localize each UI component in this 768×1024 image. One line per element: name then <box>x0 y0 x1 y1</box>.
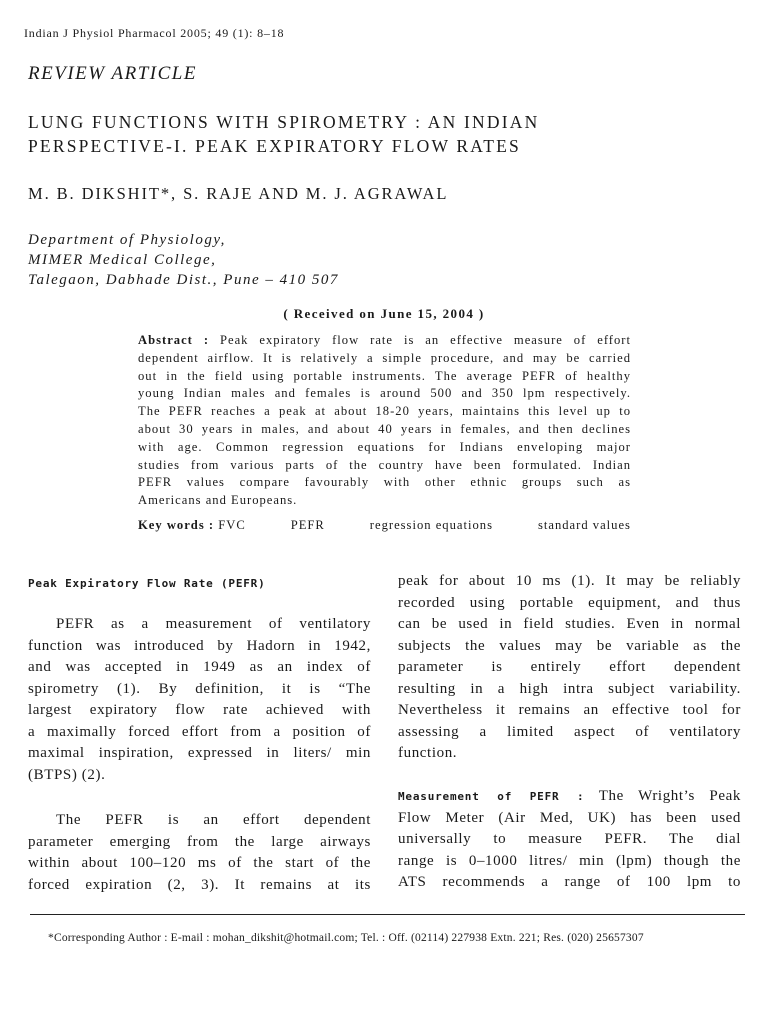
right-column-para-1 <box>398 571 741 765</box>
abstract-line <box>138 332 631 350</box>
body-line: spirometry (1). By definition, it is “The <box>28 680 371 697</box>
body-line: PEFR as a measurement of ventilatory <box>56 616 371 632</box>
body-line: function. <box>398 745 458 761</box>
body-line: recorded using portable equipment, and thus <box>398 594 741 611</box>
journal-citation: Indian J Physiol Pharmacol 2005; 49 (1): 8–18 <box>24 26 285 40</box>
body-line: and was accepted in 1949 as an index of <box>28 659 371 675</box>
left-column <box>28 573 371 595</box>
body-line: assessing a limited aspect of ventilatory <box>398 723 741 740</box>
article-title-line-1: LUNG FUNCTIONS WITH SPIROMETRY : AN INDIAN <box>28 112 540 132</box>
abstract-text: Peak expiratory flow rate is an effective measure of effort <box>219 333 631 347</box>
article-title-line-2: PERSPECTIVE-I. PEAK EXPIRATORY FLOW RATES <box>28 136 521 156</box>
affiliation-line: MIMER Medical College, <box>28 252 217 268</box>
section-heading: Peak Expiratory Flow Rate (PEFR) <box>28 577 266 590</box>
abstract-line: with age. Common regression equations for Indians enveloping major <box>138 439 631 454</box>
abstract-line: studies from various parts of the country have been formulated. Indian <box>138 457 631 472</box>
keyword: FVC <box>218 518 246 532</box>
received-date: ( Received on June 15, 2004 ) <box>283 306 485 321</box>
keyword: PEFR <box>290 518 325 532</box>
abstract-line: young Indian males and females is around 500 and 350 lpm respectively. <box>138 386 631 401</box>
keywords <box>138 518 631 533</box>
keyword: regression equations <box>369 518 493 532</box>
keyword: standard values <box>537 518 631 532</box>
body-line: The PEFR is an effort dependent <box>56 812 371 828</box>
author-list: M. B. DIKSHIT*, S. RAJE AND M. J. AGRAWAL <box>28 184 449 203</box>
body-line: parameter emerging from the large airways <box>28 833 371 850</box>
body-line: forced expiration (2, 3). It remains at its <box>28 876 371 893</box>
abstract <box>138 332 631 510</box>
abstract-line: dependent airflow. It is relatively a simple procedure, and may be carried <box>138 350 631 365</box>
left-column-para-1 <box>28 614 371 786</box>
body-line: function was introduced by Hadorn in 1942, <box>28 637 371 654</box>
corresponding-author-footnote: *Corresponding Author : E-mail : mohan_dikshit@hotmail.com; Tel. : Off. (02114) 227938 Extn. 221; Res. (020) 25657307 <box>48 932 644 944</box>
body-line: resulting in a high intra subject variability. <box>398 680 741 697</box>
section-heading: Measurement of PEFR : <box>398 790 585 803</box>
affiliation-line: Department of Physiology, <box>28 232 226 248</box>
body-line: can be used in field studies. Even in normal <box>398 616 741 632</box>
right-column-para-2 <box>398 786 741 894</box>
body-line: a maximally forced effort from a position of <box>28 723 371 740</box>
abstract-line: The PEFR reaches a peak at about 18-20 years, maintains this level up to <box>138 404 631 419</box>
abstract-label: Abstract : <box>138 333 210 347</box>
body-line: parameter is entirely effort dependent <box>398 659 741 675</box>
article-type: REVIEW ARTICLE <box>28 63 197 84</box>
body-line: ATS recommends a range of 100 lpm to <box>398 874 741 890</box>
footnote-divider <box>30 914 745 915</box>
body-line: (BTPS) (2). <box>28 766 106 783</box>
body-line: Nevertheless it remains an effective tool for <box>398 702 741 718</box>
abstract-line: PEFR values compare favourably with other ethnic groups such as <box>138 475 631 490</box>
body-line: peak for about 10 ms (1). It may be reliably <box>398 573 741 589</box>
body-text: The Wright’s Peak <box>598 788 741 804</box>
keywords-label: Key words : <box>138 518 215 532</box>
body-line <box>398 786 741 808</box>
body-line: largest expiratory flow rate achieved with <box>28 702 371 718</box>
affiliation-line: Talegaon, Dabhade Dist., Pune – 410 507 <box>28 272 339 288</box>
abstract-line: out in the field using portable instruments. The average PEFR of healthy <box>138 368 631 383</box>
body-line: universally to measure PEFR. The dial <box>398 831 741 847</box>
body-line: maximal inspiration, expressed in liters/ min <box>28 745 371 761</box>
abstract-line: Americans and Europeans. <box>138 493 298 508</box>
abstract-line: about 30 years in males, and about 40 years in females, and then declines <box>138 421 631 436</box>
body-line: subjects the values may be variable as the <box>398 637 741 654</box>
body-line: range is 0–1000 litres/ min (lpm) though the <box>398 852 741 869</box>
body-line: within about 100–120 ms of the start of the <box>28 855 371 871</box>
body-line: Flow Meter (Air Med, UK) has been used <box>398 809 741 826</box>
left-column-para-2 <box>28 810 371 896</box>
